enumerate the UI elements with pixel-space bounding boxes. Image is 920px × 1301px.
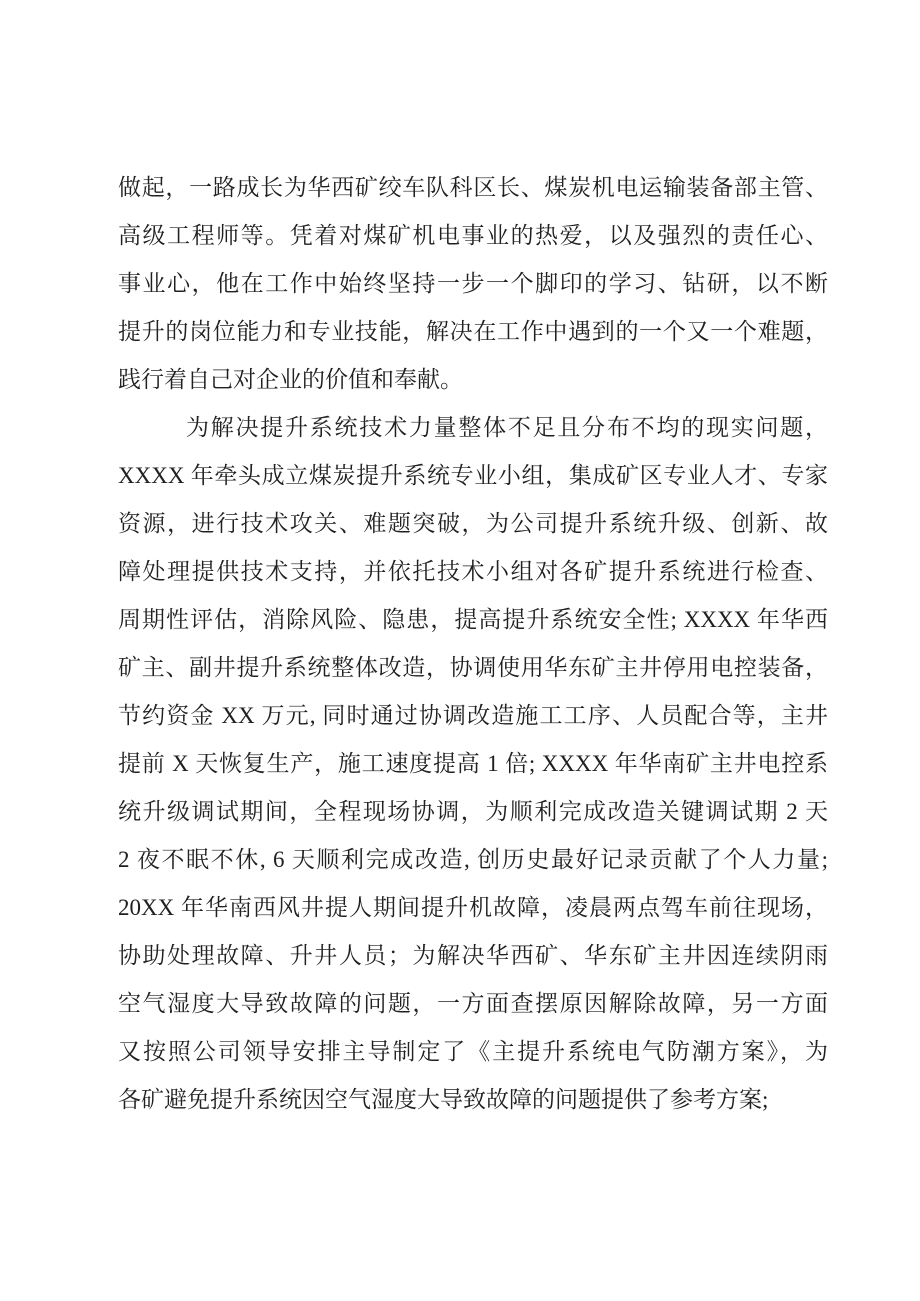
paragraph <box>118 164 828 404</box>
text-line: 空气湿度大导致故障的问题，一方面查摆原因解除故障，另一方面 <box>118 991 828 1016</box>
text-line: 事业心，他在工作中始终坚持一步一个脚印的学习、钻研，以不断 <box>118 271 828 296</box>
text-line: 统升级调试期间，全程现场协调，为顺利完成改造关键调试期 2 天 <box>118 799 828 824</box>
text-line: 做起，一路成长为华西矿绞车队科区长、煤炭机电运输装备部主管、 <box>118 175 828 200</box>
text-line: 践行着自己对企业的价值和奉献。 <box>118 367 463 392</box>
document-body <box>118 164 828 1124</box>
text-line: 又按照公司领导安排主导制定了《主提升系统电气防潮方案》，为 <box>118 1039 828 1064</box>
text-line: 矿主、副井提升系统整体改造，协调使用华东矿主井停用电控装备， <box>118 655 828 680</box>
text-line: 周期性评估，消除风险、隐患，提高提升系统安全性; XXXX 年华西 <box>118 607 828 632</box>
text-line: 2 夜不眠不休, 6 天顺利完成改造, 创历史最好记录贡献了个人力量; <box>118 847 828 872</box>
paragraph <box>118 404 828 1124</box>
text-line: 节约资金 XX 万元, 同时通过协调改造施工工序、人员配合等，主井 <box>118 703 828 728</box>
text-line: 为解决提升系统技术力量整体不足且分布不均的现实问题， <box>186 415 828 440</box>
text-line: 障处理提供技术支持，并依托技术小组对各矿提升系统进行检查、 <box>118 559 828 584</box>
text-line: 20XX 年华南西风井提人期间提升机故障，凌晨两点驾车前往现场， <box>118 895 828 920</box>
text-line: 提前 X 天恢复生产，施工速度提高 1 倍; XXXX 年华南矿主井电控系 <box>118 751 828 776</box>
text-line: XXXX 年牵头成立煤炭提升系统专业小组，集成矿区专业人才、专家 <box>118 463 828 488</box>
text-line: 各矿避免提升系统因空气湿度大导致故障的问题提供了参考方案; <box>118 1087 769 1112</box>
text-line: 协助处理故障、升井人员；为解决华西矿、华东矿主井因连续阴雨 <box>118 943 828 968</box>
text-line: 资源，进行技术攻关、难题突破，为公司提升系统升级、创新、故 <box>118 511 828 536</box>
text-line: 提升的岗位能力和专业技能，解决在工作中遇到的一个又一个难题， <box>118 319 828 344</box>
text-line: 高级工程师等。凭着对煤矿机电事业的热爱，以及强烈的责任心、 <box>118 223 828 248</box>
